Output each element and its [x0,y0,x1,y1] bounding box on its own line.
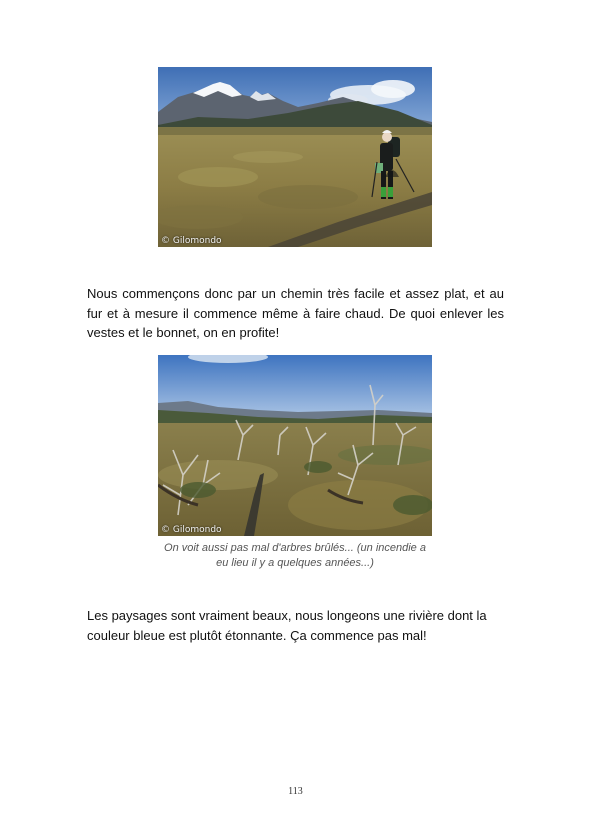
photo-burnt-trees [158,355,432,536]
page-number: 113 [288,786,303,797]
paragraph-paysages: Les paysages sont vraiment beaux, nous longeons une rivière dont la couleur bleue est plutôt étonnante. Ça commence pas mal! [87,608,487,643]
photo-caption: On voit aussi pas mal d'arbres brûlés... (un incendie a eu lieu il y a quelques années...) [164,542,426,569]
photo-hiker-mountains-image [158,67,432,247]
photo-hiker-mountains [158,67,432,247]
paragraph-chemin: Nous commençons donc par un chemin très facile et assez plat, et au fur et à mesure il commence même à faire chaud. De quoi enlever les vestes et le bonnet, on en profite! [87,286,504,340]
photo-burnt-trees-image [158,355,432,536]
photo-watermark: © Gilomondo [161,525,222,535]
photo-watermark: © Gilomondo [161,236,222,246]
